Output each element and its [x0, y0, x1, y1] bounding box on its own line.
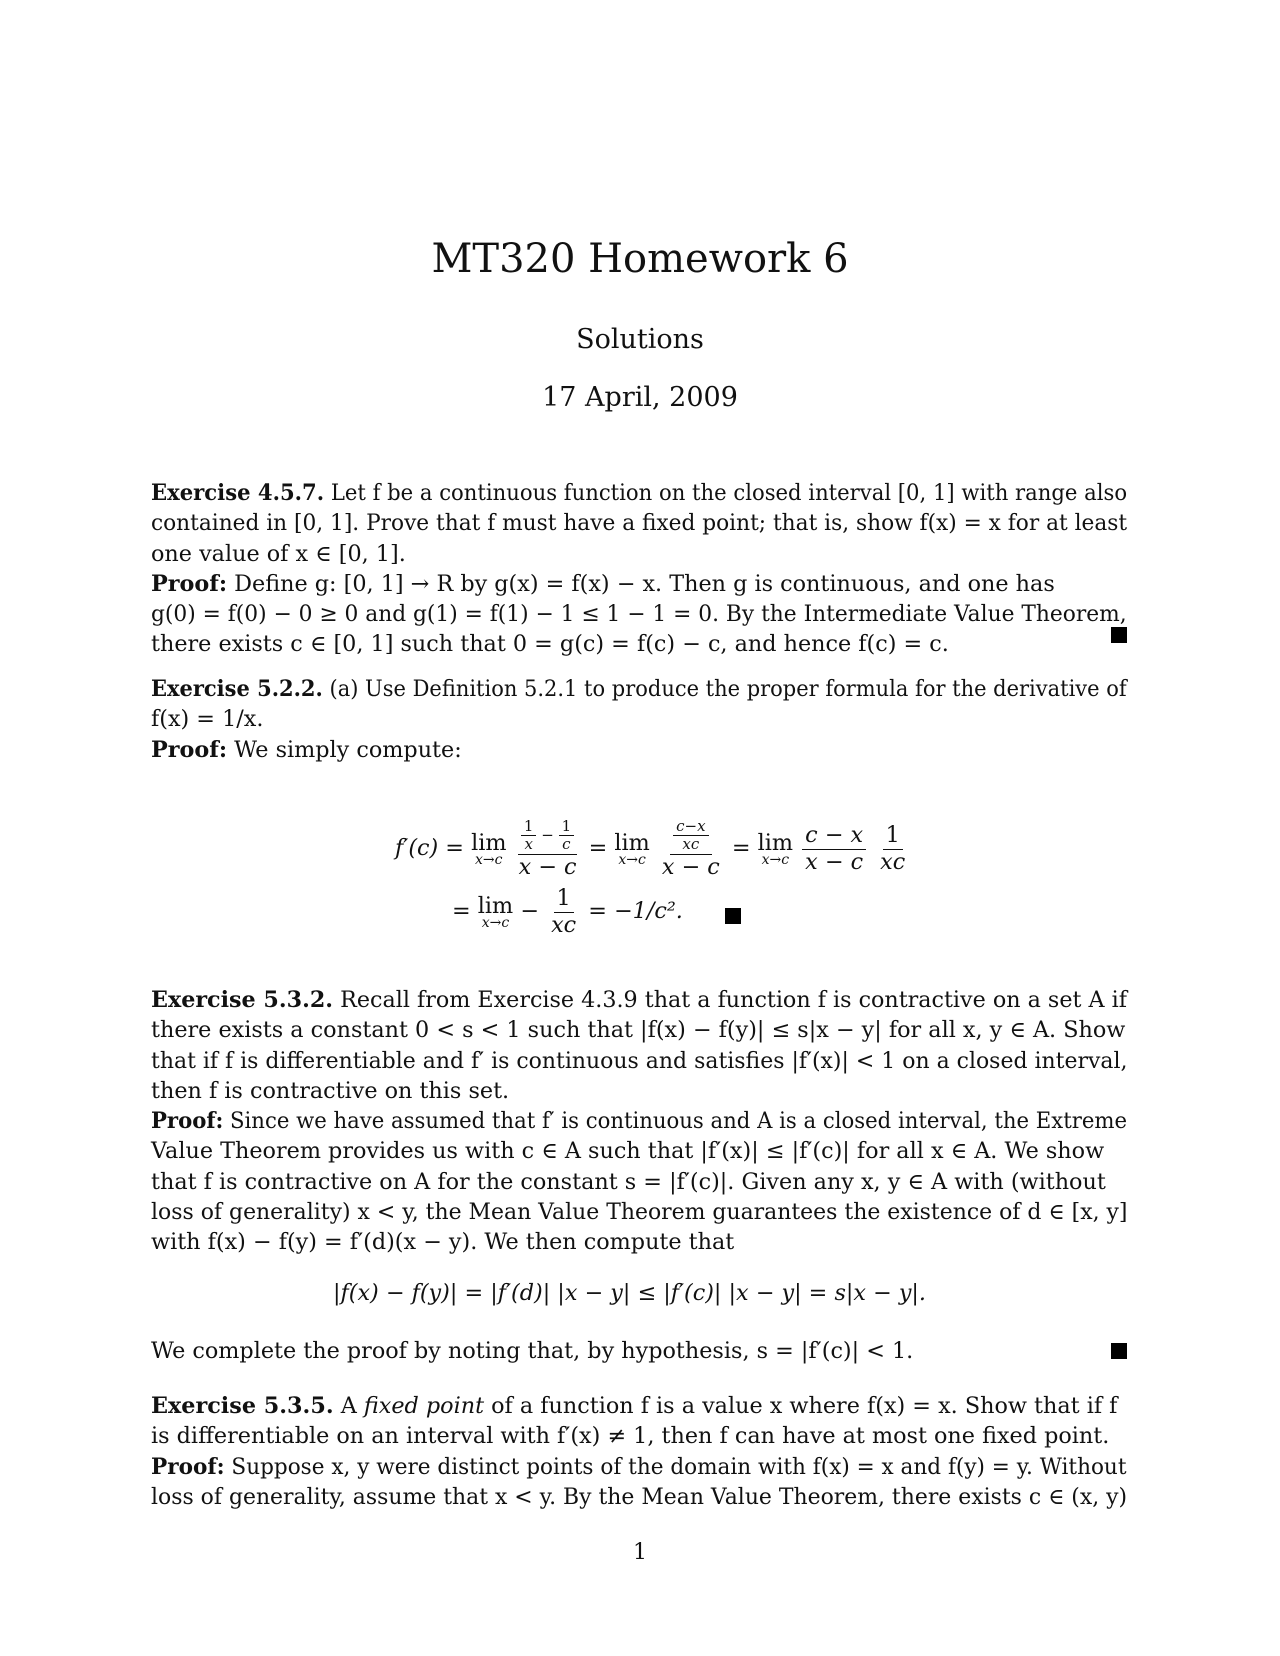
proof-label: Proof:	[151, 570, 228, 597]
exercise-label: Exercise 5.2.2.	[151, 676, 323, 702]
proof-label: Proof:	[151, 1453, 225, 1480]
proof-text-line: Suppose x, y were distinct points of the domain with f(x) = x and f(y) = y. Without	[224, 1453, 1127, 1480]
proof-label: Proof:	[151, 736, 228, 763]
limit-operator: lim x→c	[477, 893, 514, 932]
exercise-text-line: there exists a constant 0 < s < 1 such that |f(x) − f(y)| ≤ s|x − y| for all x, y ∈ A. Show	[151, 1017, 1126, 1044]
proof-text-line: loss of generality) x < y, the Mean Value Theorem guarantees the existence of d ∈ [x, y]	[151, 1199, 1128, 1226]
exercise-text-line: contained in [0, 1]. Prove that f must have a fixed point; that is, show f(x) = x for at least	[151, 510, 1128, 537]
derivative-display-line-2	[452, 886, 683, 938]
math-equals: =	[452, 898, 471, 925]
exercise-text-line: one value of x ∈ [0, 1].	[151, 540, 406, 567]
exercise-text-line: Recall from Exercise 4.3.9 that a function f is contractive on a set A if	[333, 987, 1127, 1013]
fraction-1: $\frac{1}{x}$ − $\frac{1}{c}$ x − c	[518, 817, 577, 880]
derivative-display-line-1	[395, 818, 910, 880]
page-subtitle: Solutions	[576, 324, 704, 355]
page-number: 1	[633, 1540, 647, 1565]
exercise-label: Exercise 5.3.5.	[151, 1393, 334, 1419]
emphasis-fixed-point: fixed point	[363, 1393, 485, 1419]
page-date: 17 April, 2009	[542, 382, 738, 413]
exercise-text-line: then f is contractive on this set.	[151, 1077, 510, 1104]
exercise-4-5-7	[151, 478, 1127, 660]
exercise-text-line: Let f be a continuous function on the closed interval [0, 1] with range also	[324, 480, 1128, 506]
fraction-2: $\frac{\frac{c-x}{xc}}{x - c}$	[661, 817, 720, 880]
exercise-5-2-2	[151, 674, 1127, 765]
proof-text-line: loss of generality, assume that x < y. By the Mean Value Theorem, there exists c ∈ (x, y)	[151, 1483, 1128, 1510]
math-equals: =	[731, 835, 751, 862]
proof-text-line: there exists c ∈ [0, 1] such that 0 = g(c) = f(c) − c, and hence f(c) = c.	[151, 631, 949, 658]
exercise-text-line: f(x) = 1/x.	[151, 706, 264, 733]
exercise-text-line: that if f is differentiable and f′ is continuous and satisfies |f′(x)| < 1 on a closed interval,	[151, 1047, 1128, 1074]
fraction-3: $\frac{c - x}{x - c}$	[802, 823, 866, 875]
proof-text-line: that f is contractive on A for the constant s = |f′(c)|. Given any x, y ∈ A with (without	[151, 1168, 1106, 1195]
limit-operator: lim x→c	[471, 830, 507, 869]
qed-square	[1111, 627, 1127, 643]
proof-text-line: Value Theorem provides us with c ∈ A such that |f′(x)| ≤ |f′(c)| for all x ∈ A. We show	[151, 1138, 1105, 1165]
limit-operator: lim x→c	[614, 830, 650, 869]
proof-text-line: We simply compute:	[227, 736, 462, 763]
proof-text-line: Define g: [0, 1] → R by g(x) = f(x) − x. Then g is continuous, and one has	[227, 570, 1055, 597]
fraction-5: $\frac{1}{xc}$	[551, 885, 577, 938]
exercise-text-line: (a) Use Definition 5.2.1 to produce the proper formula for the derivative of	[322, 676, 1127, 702]
inequality-display: |f(x) − f(y)| = |f′(d)| |x − y| ≤ |f′(c)| |x − y| = s|x − y|.	[333, 1280, 927, 1306]
math-equals: =	[588, 835, 608, 862]
limit-operator: lim x→c	[757, 830, 794, 869]
proof-label: Proof:	[151, 1108, 224, 1135]
qed-square	[1111, 1343, 1127, 1359]
exercise-5-3-2-closing	[151, 1336, 1127, 1366]
proof-text-line: Since we have assumed that f′ is continuous and A is a closed interval, the Extreme	[223, 1108, 1128, 1135]
proof-text-line: We complete the proof by noting that, by hypothesis, s = |f′(c)| < 1.	[151, 1338, 914, 1364]
math-minus: −	[520, 898, 539, 925]
proof-text-line: with f(x) − f(y) = f′(d)(x − y). We then compute that	[151, 1229, 735, 1256]
exercise-text-line: is differentiable on an interval with f′(x) ≠ 1, then f can have at most one fixed point.	[151, 1423, 1110, 1450]
page-title: MT320 Homework 6	[431, 236, 849, 282]
exercise-label: Exercise 5.3.2.	[151, 987, 334, 1013]
math-lhs: f′(c) =	[395, 835, 472, 862]
exercise-5-3-2	[151, 985, 1127, 1258]
exercise-label: Exercise 4.5.7.	[151, 480, 325, 506]
exercise-5-3-5: Exercise 5.3.5. A fixed point of a function f is a value x where f(x) = x. Show that if f is differentiable on an interval with f′(x) ≠ 1, then f can have at most one fixed point. Proof: Suppose x, y were distinct points of the domain with f(x) = x and f(y) = y. Without loss of generality, assume that x < y. By the Mean Value Theorem, there exists c ∈ (x, y)	[151, 1391, 1127, 1512]
proof-text-line: g(0) = f(0) − 0 ≥ 0 and g(1) = f(1) − 1 ≤ 1 − 1 = 0. By the Intermediate Value Theorem,	[151, 601, 1127, 628]
qed-square	[725, 908, 741, 924]
math-result: = −1/c².	[588, 898, 683, 925]
fraction-4: $\frac{1}{xc}$	[880, 821, 906, 875]
